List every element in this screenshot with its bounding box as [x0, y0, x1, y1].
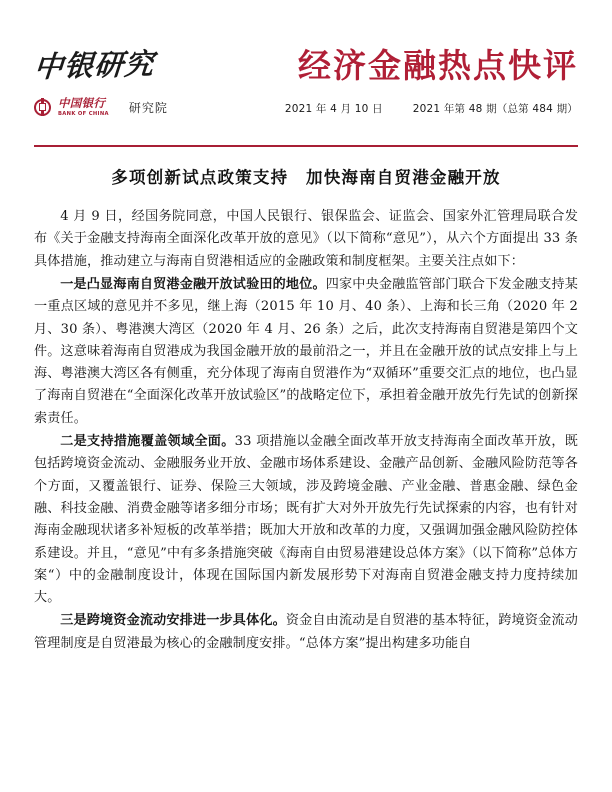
brand-script-logo: 中银研究 [32, 46, 156, 84]
bank-name-block [58, 97, 109, 116]
paragraph-3 [34, 431, 578, 609]
masthead [0, 0, 612, 117]
masthead-divider [34, 145, 578, 147]
publication-date: 2021 年 4 月 10 日 [284, 102, 383, 115]
paragraph-4-lead: 三是跨境资金流动安排进一步具体化。 [60, 613, 286, 629]
bank-name-cn: 中国银行 [58, 96, 106, 111]
paragraph-2-lead: 一是凸显海南自贸港金融开放试验田的地位。 [60, 276, 326, 292]
publication-title: 经济金融热点快评 [298, 46, 578, 85]
paragraph-3-lead: 二是支持措施覆盖领域全面。 [60, 434, 235, 450]
publication-meta [258, 101, 578, 116]
paragraph-4 [34, 610, 578, 655]
paragraph-4-text: 资金自由流动是自贸港的基本特征，跨境资金流动管理制度是自贸港最为核心的金融制度安排。“总体方案”提出构建多功能自 [34, 613, 578, 651]
institute-name: 研究院 [128, 100, 168, 115]
bank-name-en: BANK OF CHINA [58, 110, 109, 117]
article-body [34, 160, 578, 656]
paragraph-2-text: 四家中央金融监管部门联合下发金融支持某一重点区域的意见并不多见，继上海（2015 年 10 月、40 条）、上海和长三角（2020 年 2 月、30 条）、粤港澳大湾区（2020 年 4 月、26 条）之后，此次支持海南自贸港是第四个文件。这意味着海南自贸港成为我国金融开放的最前沿之一，并且在金融开放的试点安排上与上海、粤港澳大湾区各有侧重，充分体现了海南自贸港作为“双循环”重要交汇点的地位，也凸显了海南自贸港在“全面深化改革开放试验区”的战略定位下，承担着金融开放先行先试的创新探索责任。 [34, 276, 578, 426]
masthead-right [258, 48, 578, 116]
paragraph-1 [34, 206, 578, 273]
bank-of-china-logo-icon [34, 99, 51, 116]
paragraph-1-text: 4 月 9 日，经国务院同意，中国人民银行、银保监会、证监会、国家外汇管理局联合发布《关于金融支持海南全面深化改革开放的意见》（以下简称“意见”），从六个方面提出 33 条具体措施，推动建立与海南自贸港相适应的金融政策和制度框架。主要关注点如下： [34, 209, 578, 269]
article-title: 多项创新试点政策支持 加快海南自贸港金融开放 [111, 168, 501, 187]
paragraph-3-text: 33 项措施以金融全面改革开放支持海南全面改革开放，既包括跨境资金流动、金融服务业开放、金融市场体系建设、金融产品创新、金融风险防范等各个方面，又覆盖银行、证券、保险三大领域，涉及跨境金融、产业金融、普惠金融、绿色金融、科技金融、消费金融等诸多细分市场；既有扩大对外开放先行先试探索的内容，也有针对海南金融现状诸多补短板的改革举措；既加大开放和改革的力度，又强调加强金融风险防控体系建设。并且，“意见”中有多条措施突破《海南自由贸易港建设总体方案》（以下简称”总体方案“）中的金融制度设计，体现在国际国内新发展形势下对海南自贸港金融支持力度持续加大。 [34, 434, 579, 606]
publication-issue: 2021 年第 48 期（总第 484 期） [412, 102, 578, 115]
brand-subline [34, 97, 264, 116]
paragraph-2 [34, 274, 578, 430]
brand-block [32, 46, 264, 117]
